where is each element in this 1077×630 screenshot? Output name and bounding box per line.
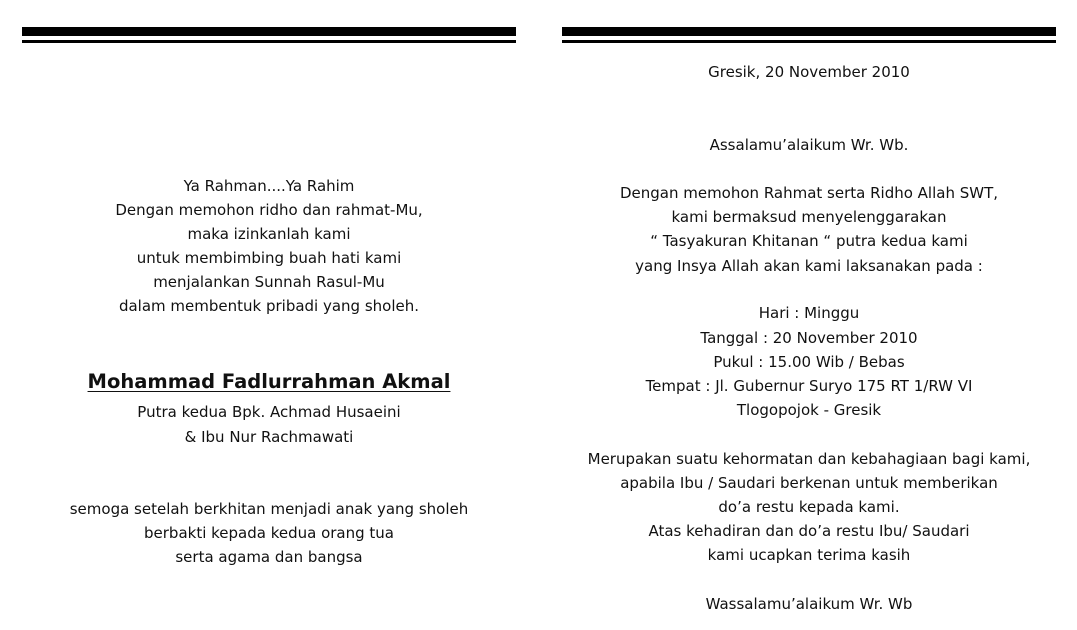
hope-line: semoga setelah berkhitan menjadi anak yang sholeh [69,500,469,518]
closing-line: do’a restu kepada kami. [718,498,900,516]
intro-line: “ Tasyakuran Khitanan “ putra kedua kami [650,232,968,250]
greeting: Assalamu’alaikum Wr. Wb. [709,136,909,154]
closing-line: Atas kehadiran dan do’a restu Ibu/ Saudari [648,522,970,540]
event-detail-line: Pukul : 15.00 Wib / Bebas [713,353,905,371]
event-detail-line: Tempat : Jl. Gubernur Suryo 175 RT 1/RW VI [645,377,973,395]
place-date: Gresik, 20 November 2010 [708,63,910,81]
top-rule-thin [22,40,516,43]
event-detail-line: Hari : Minggu [758,304,860,322]
hope-line: serta agama dan bangsa [175,548,363,566]
top-rule-thick [22,27,516,36]
top-rule-thick [562,27,1056,36]
prayer-line: menjalankan Sunnah Rasul-Mu [153,273,385,291]
child-name: Mohammad Fadlurrahman Akmal [87,370,451,393]
prayer-line: dalam membentuk pribadi yang sholeh. [118,297,420,315]
intro-line: kami bermaksud menyelenggarakan [671,208,947,226]
intro-line: Dengan memohon Rahmat serta Ridho Allah SWT, [619,184,999,202]
prayer-line: Ya Rahman....Ya Rahim [183,177,355,195]
parents-line: & Ibu Nur Rachmawati [184,428,354,446]
intro-line: yang Insya Allah akan kami laksanakan pada : [635,257,983,275]
prayer-line: untuk membimbing buah hati kami [136,249,402,267]
hope-line: berbakti kepada kedua orang tua [144,524,394,542]
prayer-line: Dengan memohon ridho dan rahmat-Mu, [115,201,423,219]
right-page [562,0,1056,630]
event-detail-line: Tlogopojok - Gresik [736,401,882,419]
top-rule-thin [562,40,1056,43]
closing-line: Merupakan suatu kehormatan dan kebahagiaan bagi kami, [587,450,1031,468]
parents-line: Putra kedua Bpk. Achmad Husaeini [137,403,401,421]
closing-line: apabila Ibu / Saudari berkenan untuk memberikan [620,474,998,492]
event-detail-line: Tanggal : 20 November 2010 [700,329,918,347]
prayer-line: maka izinkanlah kami [187,225,351,243]
farewell: Wassalamu’alaikum Wr. Wb [705,595,913,613]
left-page [22,0,516,630]
closing-line: kami ucapkan terima kasih [707,546,911,564]
